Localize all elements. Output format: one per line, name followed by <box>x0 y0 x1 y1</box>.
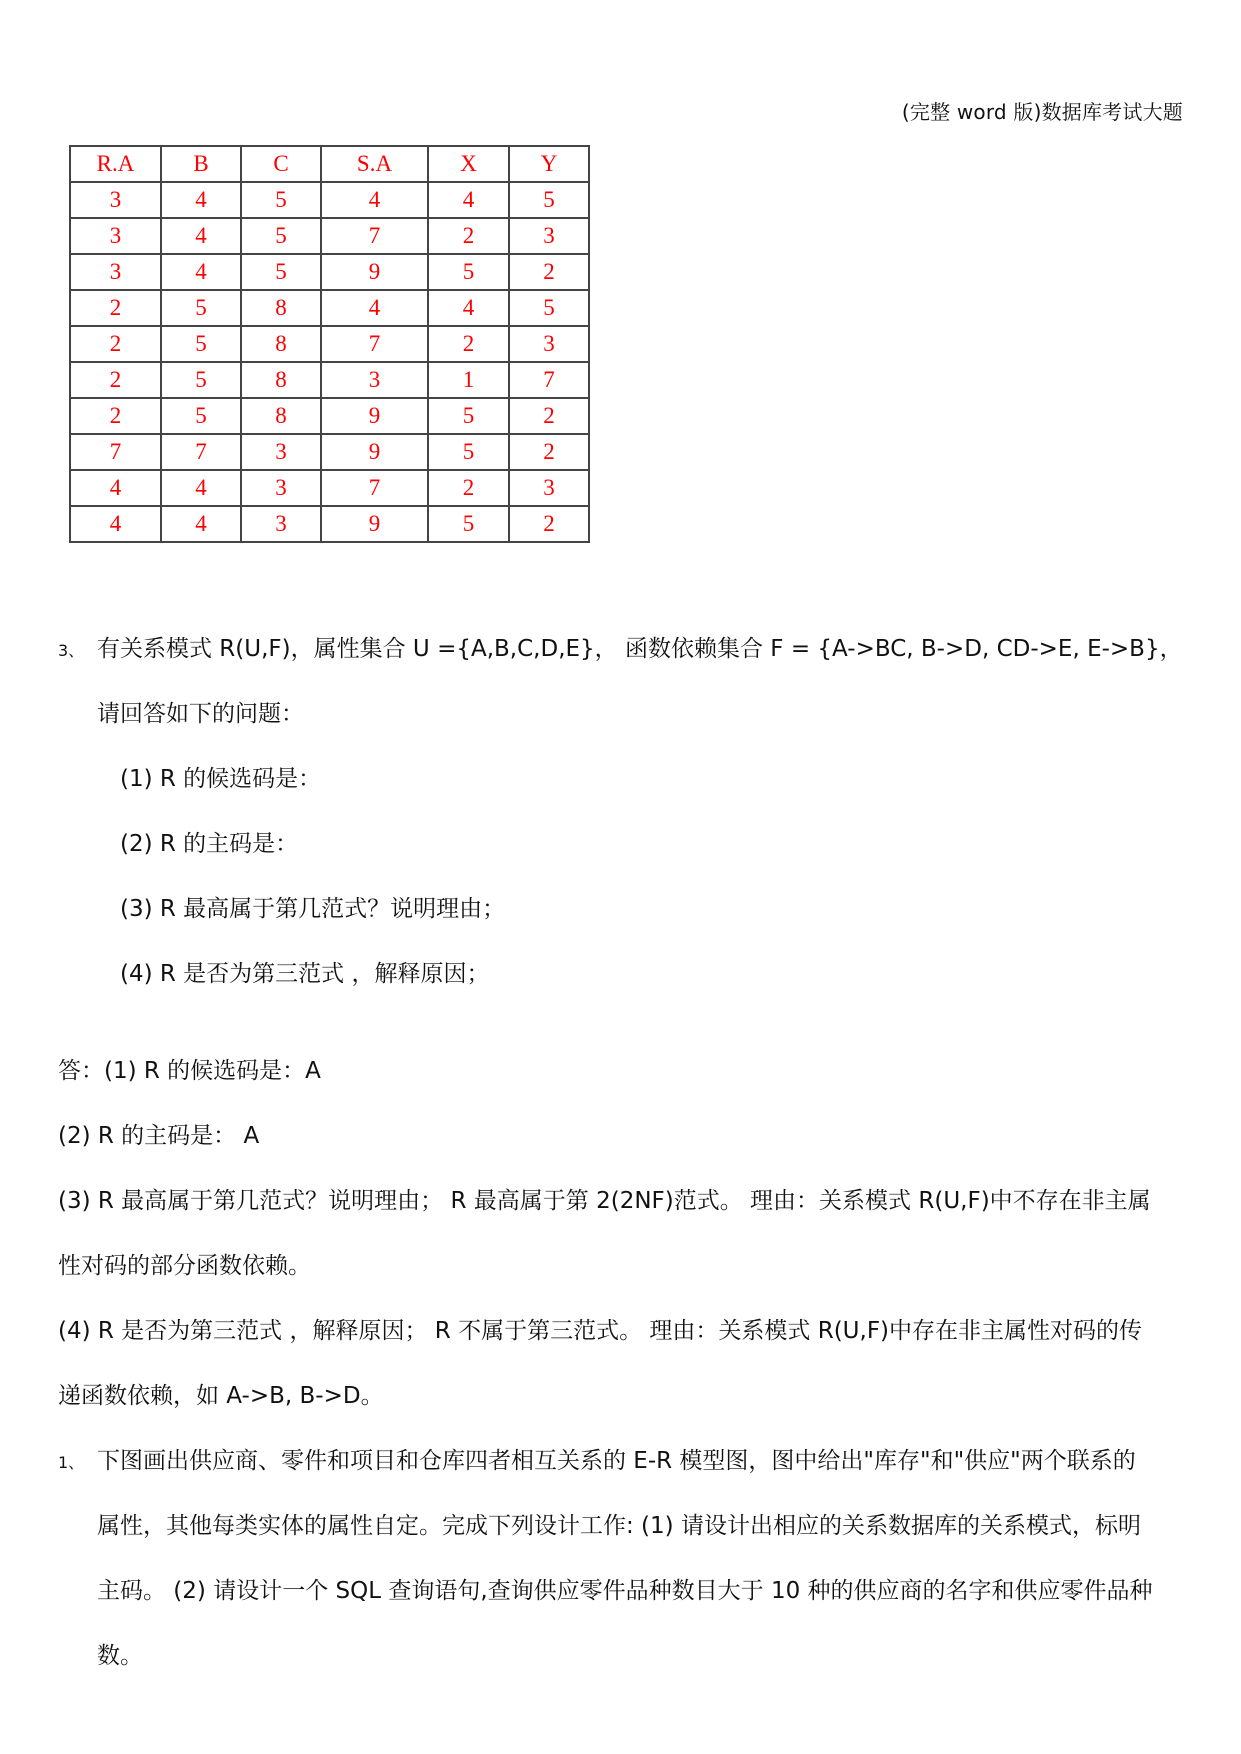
table-cell: 5 <box>241 182 321 218</box>
table-cell: 9 <box>321 434 428 470</box>
table-cell: 7 <box>321 470 428 506</box>
table-cell: 8 <box>241 326 321 362</box>
table-cell: 2 <box>70 290 161 326</box>
table-cell: 9 <box>321 398 428 434</box>
table-cell: 5 <box>161 326 241 362</box>
table-row <box>70 398 589 434</box>
table-cell: 9 <box>321 506 428 542</box>
table-cell: 5 <box>428 506 509 542</box>
column-header: S.A <box>321 146 428 182</box>
table-row <box>70 218 589 254</box>
question-3-number: 3、 <box>58 641 85 660</box>
table-row <box>70 182 589 218</box>
table-cell: 5 <box>428 398 509 434</box>
table-row <box>70 434 589 470</box>
table-cell: 4 <box>161 506 241 542</box>
table-cell: 5 <box>241 218 321 254</box>
table-cell: 4 <box>161 254 241 290</box>
table-cell: 3 <box>70 254 161 290</box>
relation-table <box>69 145 590 543</box>
question-3-line-2: 请回答如下的问题： <box>97 701 304 727</box>
column-header: R.A <box>70 146 161 182</box>
answer-line-2: (2) R 的主码是： A <box>58 1123 260 1149</box>
question-3-sub-4: (4) R 是否为第三范式 ，解释原因； <box>120 961 490 987</box>
column-header: Y <box>509 146 589 182</box>
table-cell: 5 <box>428 434 509 470</box>
table-cell: 4 <box>321 290 428 326</box>
table-cell: 4 <box>428 290 509 326</box>
question-1-number: 1、 <box>58 1453 85 1472</box>
table-cell: 3 <box>509 326 589 362</box>
table-cell: 2 <box>509 434 589 470</box>
table-cell: 8 <box>241 398 321 434</box>
question-3-sub-1: (1) R 的候选码是： <box>120 766 322 792</box>
table-cell: 3 <box>241 506 321 542</box>
table-cell: 5 <box>161 398 241 434</box>
question-1-line-4: 数。 <box>97 1643 143 1669</box>
table-cell: 4 <box>161 218 241 254</box>
table-cell: 4 <box>428 182 509 218</box>
table-cell: 5 <box>509 182 589 218</box>
table-cell: 2 <box>428 218 509 254</box>
table-cell: 4 <box>70 506 161 542</box>
table-cell: 7 <box>161 434 241 470</box>
question-3-line-1: 有关系模式 R(U,F)，属性集合 U ={A,B,C,D,E}， 函数依赖集合 F = {A->BC, B->D, CD->E, E->B}， <box>97 636 1183 662</box>
table-cell: 2 <box>509 398 589 434</box>
answer-line-3a: (3) R 最高属于第几范式？说明理由； R 最高属于第 2(2NF)范式。 理由：关系模式 R(U,F)中不存在非主属 <box>58 1188 1151 1214</box>
table-cell: 5 <box>161 290 241 326</box>
table-cell: 3 <box>241 434 321 470</box>
table-cell: 2 <box>70 362 161 398</box>
table-cell: 3 <box>241 470 321 506</box>
table-header-row <box>70 146 589 182</box>
question-3-sub-3: (3) R 最高属于第几范式？说明理由； <box>120 896 506 922</box>
table-cell: 3 <box>509 218 589 254</box>
column-header: B <box>161 146 241 182</box>
question-1-line-1: 下图画出供应商、零件和项目和仓库四者相互关系的 E-R 模型图，图中给出"库存"和"供应"两个联系的 <box>97 1448 1136 1474</box>
table-cell: 3 <box>321 362 428 398</box>
table-cell: 5 <box>509 290 589 326</box>
table-cell: 2 <box>509 506 589 542</box>
table-cell: 2 <box>428 326 509 362</box>
table-cell: 2 <box>509 254 589 290</box>
table-cell: 2 <box>428 470 509 506</box>
column-header: C <box>241 146 321 182</box>
table-cell: 5 <box>428 254 509 290</box>
table-cell: 7 <box>70 434 161 470</box>
table-cell: 2 <box>70 326 161 362</box>
table-cell: 7 <box>321 218 428 254</box>
table-row <box>70 470 589 506</box>
table-cell: 3 <box>70 182 161 218</box>
table-row <box>70 362 589 398</box>
table-cell: 4 <box>321 182 428 218</box>
table-cell: 5 <box>241 254 321 290</box>
table-cell: 3 <box>509 470 589 506</box>
table-cell: 4 <box>70 470 161 506</box>
table-row <box>70 290 589 326</box>
answer-line-4a: (4) R 是否为第三范式 ，解释原因； R 不属于第三范式。 理由：关系模式 R(U,F)中存在非主属性对码的传 <box>58 1318 1143 1344</box>
question-1-line-2: 属性，其他每类实体的属性自定。完成下列设计工作: (1) 请设计出相应的关系数据库的关系模式，标明 <box>97 1513 1141 1539</box>
table-cell: 7 <box>509 362 589 398</box>
table-cell: 9 <box>321 254 428 290</box>
table-cell: 3 <box>70 218 161 254</box>
answer-line-1: 答：(1) R 的候选码是：A <box>58 1058 321 1084</box>
answer-line-3b: 性对码的部分函数依赖。 <box>58 1253 311 1279</box>
table-cell: 5 <box>161 362 241 398</box>
document-header: (完整 word 版)数据库考试大题 <box>901 100 1183 124</box>
table-row <box>70 506 589 542</box>
table-row <box>70 254 589 290</box>
table-cell: 8 <box>241 362 321 398</box>
question-3-sub-2: (2) R 的主码是： <box>120 831 299 857</box>
question-1-line-3: 主码。 (2) 请设计一个 SQL 查询语句,查询供应零件品种数目大于 10 种的供应商的名字和供应零件品种 <box>97 1578 1153 1604</box>
table-cell: 7 <box>321 326 428 362</box>
table-cell: 1 <box>428 362 509 398</box>
table-cell: 4 <box>161 182 241 218</box>
table-cell: 4 <box>161 470 241 506</box>
column-header: X <box>428 146 509 182</box>
table-cell: 2 <box>70 398 161 434</box>
answer-line-4b: 递函数依赖，如 A->B, B->D。 <box>58 1383 384 1409</box>
table-row <box>70 326 589 362</box>
table-cell: 8 <box>241 290 321 326</box>
